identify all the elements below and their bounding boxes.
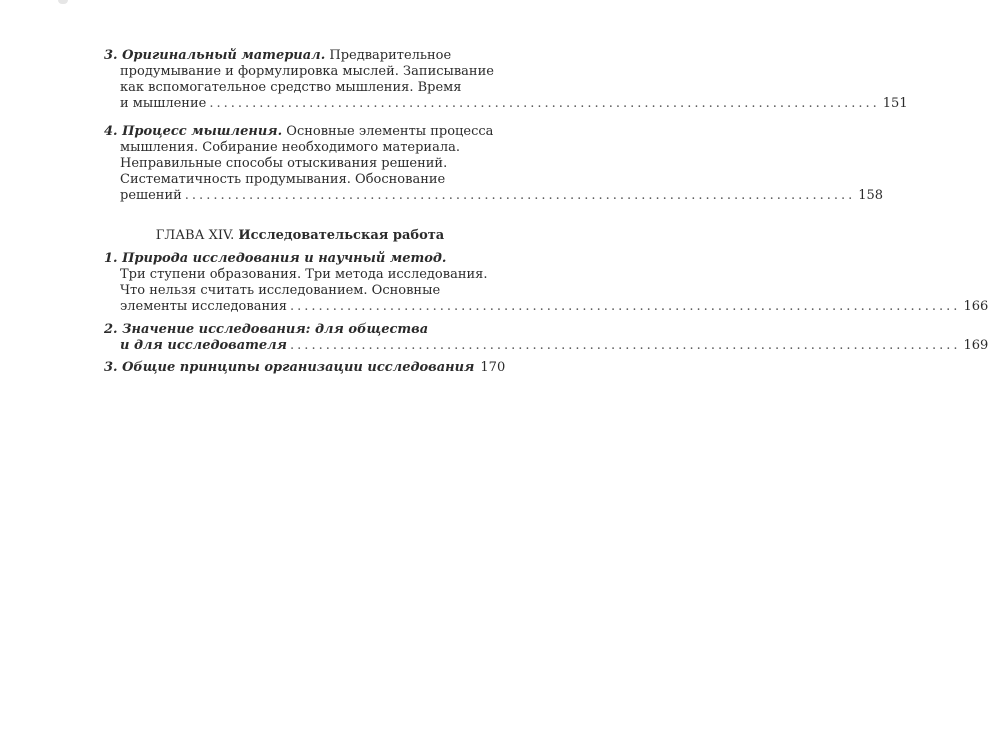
toc-leader-line [104, 188, 884, 204]
toc-entry-original-material [104, 48, 908, 112]
toc-entry-title: 3. Общие принципы организации исследования [104, 360, 475, 375]
toc-entry-nature-of-research [104, 251, 988, 315]
toc-leader-line [104, 338, 988, 354]
toc-entry-thinking-process [104, 124, 884, 204]
toc-entry-text: Что нельзя считать исследованием. Основные [120, 283, 441, 298]
toc-entry-title: и для исследователя [120, 338, 288, 353]
toc-entry-text: как вспомогательное средство мышления. Время [120, 80, 462, 95]
toc-entry-text: Три ступени образования. Три метода исследования. [120, 267, 488, 282]
page-number: 169 [963, 338, 988, 353]
toc-entry-text: Неправильные способы отыскивания решений. [120, 156, 448, 171]
leader-dots: .............................................................................................. [290, 338, 961, 353]
toc-entry-text: Основные элементы процесса [286, 124, 494, 139]
toc-entry-research-organization [104, 360, 506, 376]
scan-corner-mark [58, 0, 68, 4]
toc-entry-title: 4. Процесс мышления. [104, 124, 283, 139]
toc-entry-value-of-research [104, 322, 988, 354]
toc-entry-text: мышления. Собирание необходимого материала. [120, 140, 460, 155]
toc-entry-title: 2. Значение исследования: для общества [104, 322, 429, 337]
chapter-heading [0, 228, 600, 244]
leader-dots: .............................................................................................. [184, 188, 856, 203]
toc-leader-line [104, 360, 506, 376]
leader-dots: .............................................................................................. [209, 96, 880, 111]
page-number: 170 [480, 360, 506, 375]
toc-leader-line [104, 96, 908, 112]
page-number: 158 [858, 188, 884, 203]
leader-dots: .............................................................................................. [289, 299, 961, 314]
toc-entry-title: 3. Оригинальный материал. [104, 48, 326, 63]
toc-entry-title: 1. Природа исследования и научный метод. [104, 251, 447, 266]
toc-entry-text: и мышление [120, 96, 207, 111]
toc-entry-text: решений [120, 188, 182, 203]
toc-entry-text: Предварительное [329, 48, 452, 63]
chapter-number: ГЛАВА XIV. [155, 228, 235, 243]
toc-entry-text: элементы исследования [120, 299, 287, 314]
toc-entry-text: продумывание и формулировка мыслей. Записывание [120, 64, 494, 79]
page-number: 151 [882, 96, 908, 111]
toc-entry-text: Систематичность продумывания. Обоснование [120, 172, 446, 187]
page-number: 166 [963, 299, 988, 314]
toc-leader-line [104, 299, 988, 315]
chapter-name: Исследовательская работа [238, 228, 445, 243]
